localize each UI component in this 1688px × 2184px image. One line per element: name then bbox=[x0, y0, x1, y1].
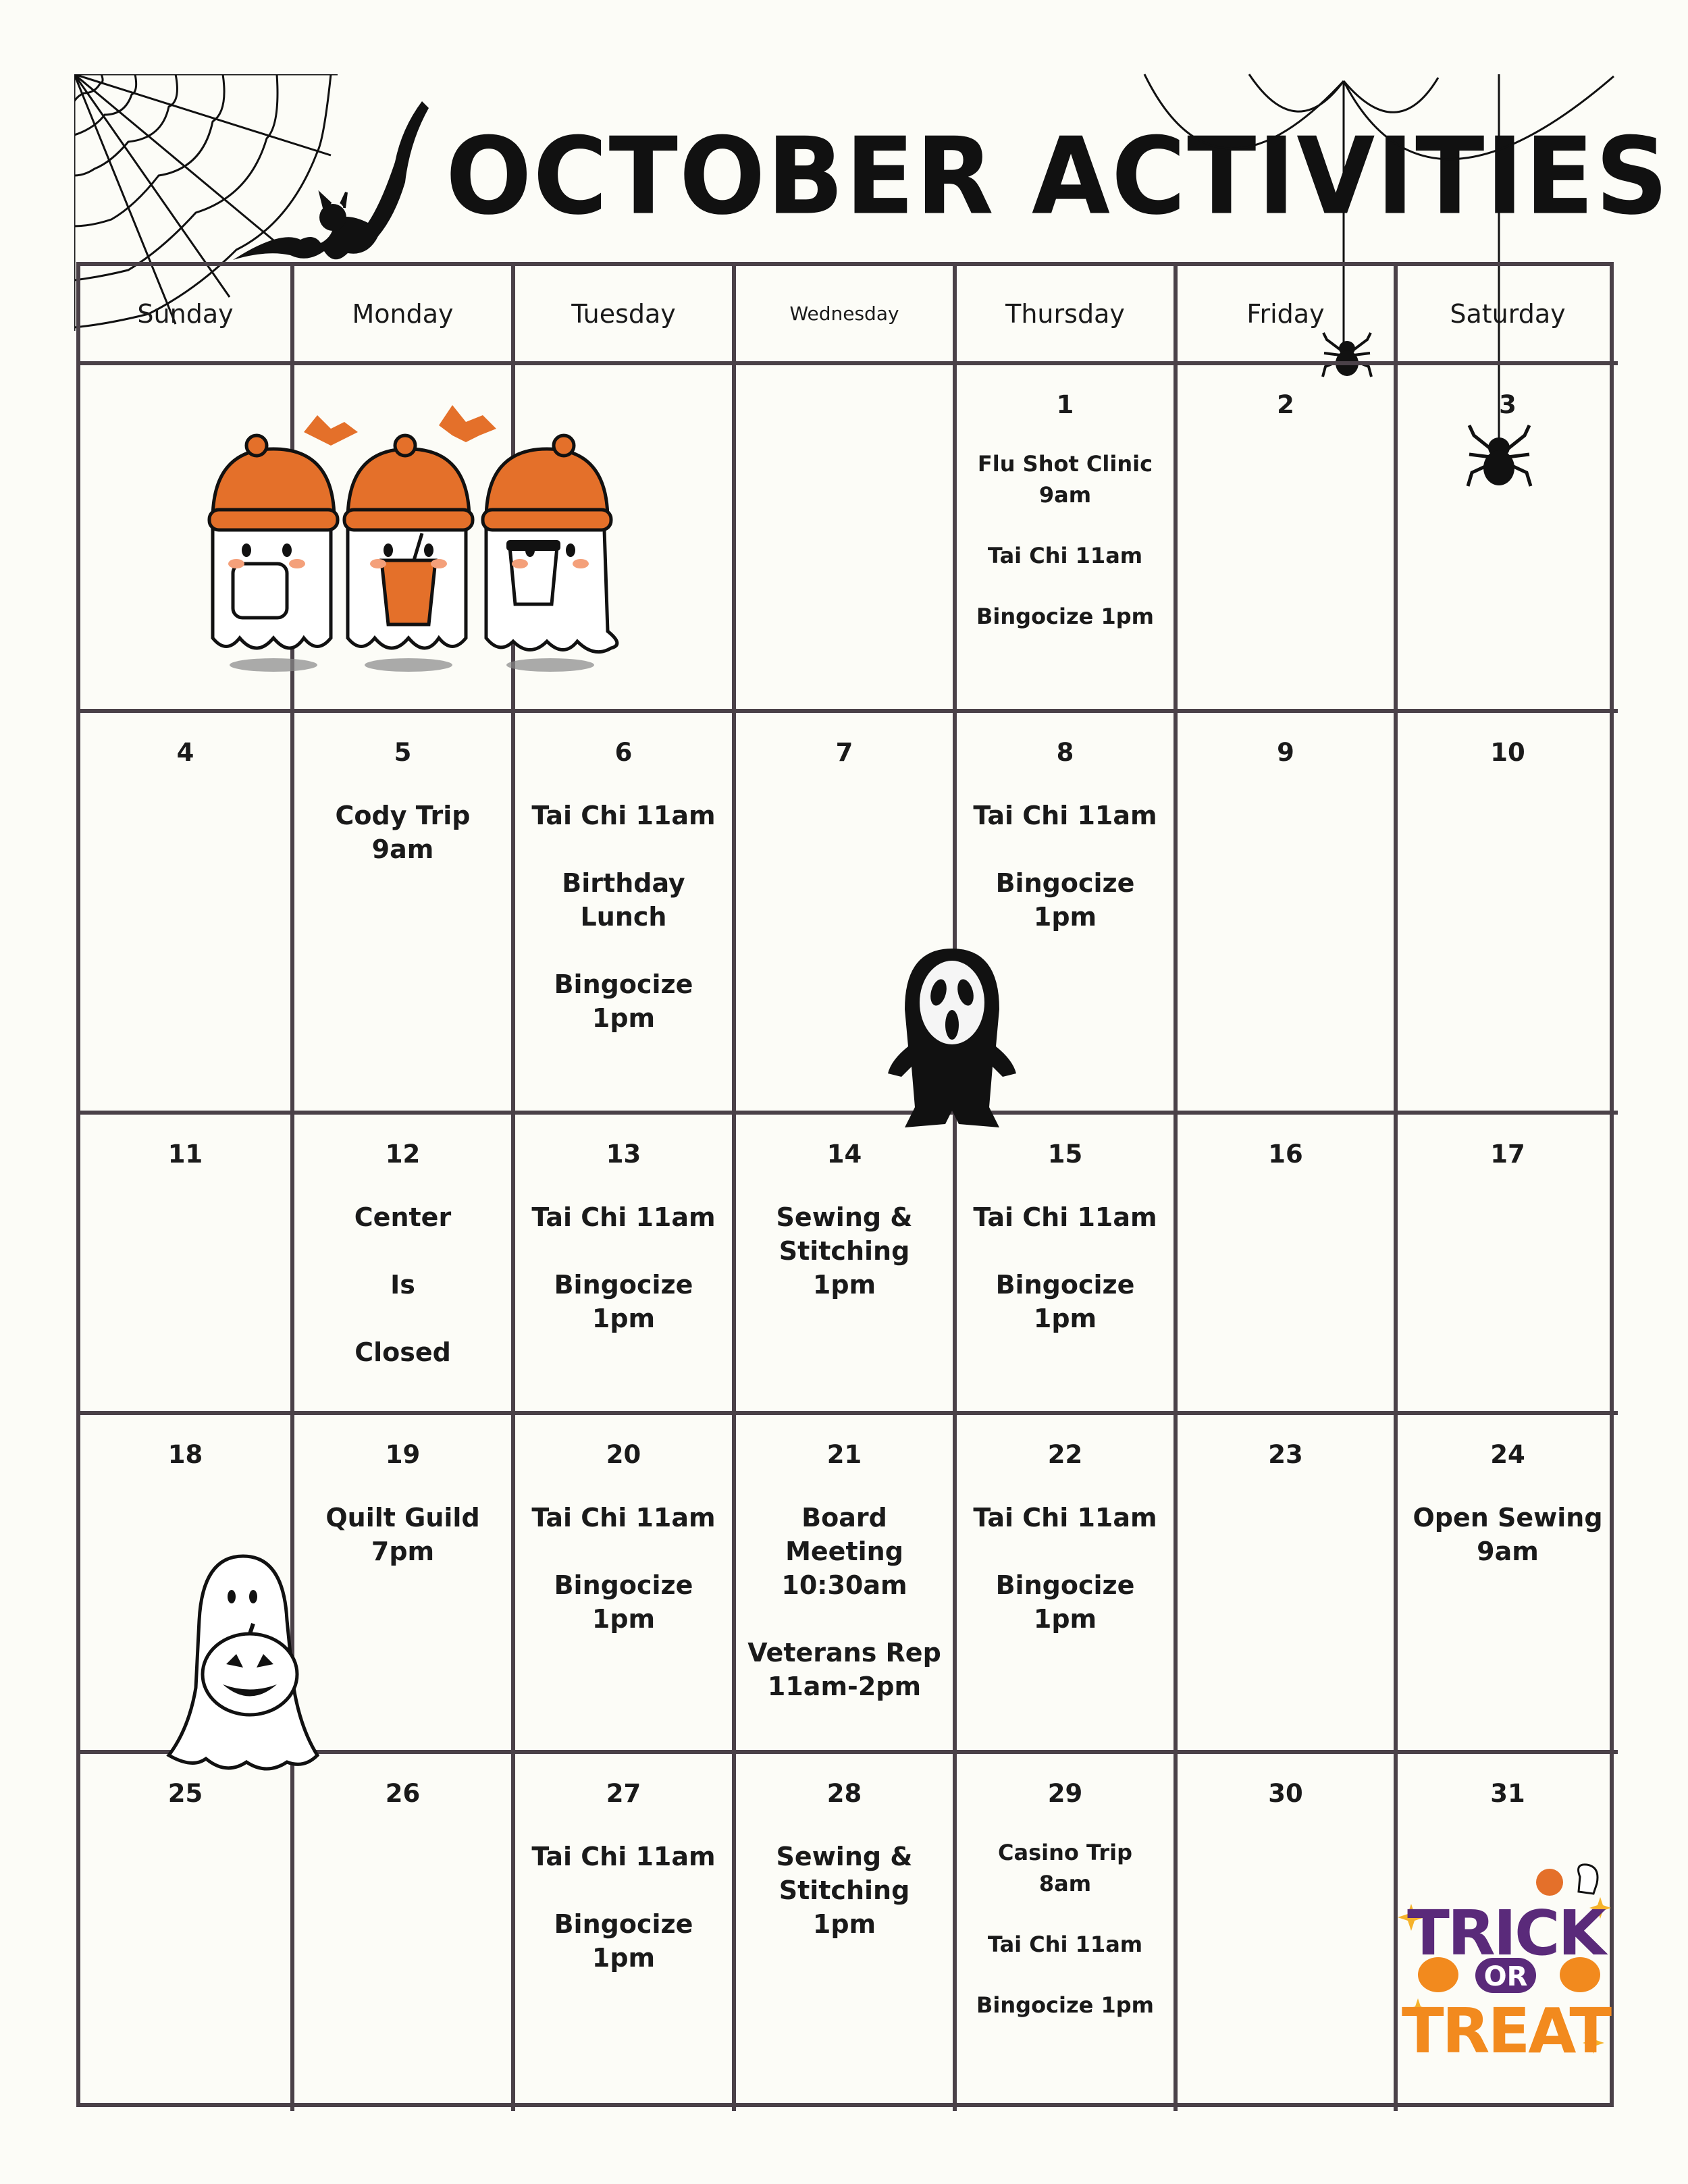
event-text: Closed bbox=[354, 1337, 451, 1367]
ghost-with-pumpkin-icon bbox=[165, 1553, 327, 1779]
event-text: Bingocize 1pm bbox=[554, 1270, 693, 1333]
page-title: OCTOBER ACTIVITIES bbox=[446, 115, 1670, 239]
event-text: Bingocize 1pm bbox=[995, 868, 1135, 932]
calendar-day-cell bbox=[736, 1415, 957, 1754]
event-text: Tai Chi 11am bbox=[531, 1503, 716, 1533]
date-number: 2 bbox=[1277, 390, 1294, 419]
date-number: 6 bbox=[614, 738, 633, 767]
event-text: Flu Shot Clinic 9am bbox=[977, 451, 1153, 508]
date-number: 30 bbox=[1268, 1779, 1303, 1808]
event-text: Board Meeting 10:30am bbox=[781, 1503, 907, 1600]
date-number: 16 bbox=[1268, 1140, 1303, 1169]
day-header-sunday: Sunday bbox=[80, 266, 294, 365]
date-number: 18 bbox=[167, 1440, 203, 1469]
date-number: 5 bbox=[394, 738, 412, 767]
event-text: Tai Chi 11am bbox=[531, 1842, 716, 1871]
ghosts-with-beanies-icon bbox=[199, 402, 631, 678]
date-number: 31 bbox=[1490, 1779, 1525, 1808]
date-number: 17 bbox=[1490, 1140, 1525, 1169]
date-number: 23 bbox=[1268, 1440, 1303, 1469]
event-text: Center bbox=[354, 1202, 452, 1232]
event-text: Bingocize 1pm bbox=[554, 969, 693, 1033]
date-number: 8 bbox=[1056, 738, 1074, 767]
event-text: Bingocize 1pm bbox=[554, 1909, 693, 1973]
calendar-day-cell bbox=[957, 1754, 1178, 2111]
calendar-day-cell bbox=[957, 1115, 1178, 1415]
or-label: OR bbox=[1483, 1961, 1528, 1992]
calendar-day-cell bbox=[1178, 713, 1398, 1115]
event-text: Sewing & Stitching 1pm bbox=[776, 1842, 913, 1939]
date-number: 21 bbox=[826, 1440, 862, 1469]
date-number: 3 bbox=[1499, 390, 1516, 419]
date-number: 14 bbox=[826, 1140, 862, 1169]
day-header-saturday: Saturday bbox=[1398, 266, 1618, 365]
date-number: 4 bbox=[176, 738, 194, 767]
event-text: Bingocize 1pm bbox=[976, 1992, 1154, 2018]
date-number: 25 bbox=[167, 1779, 203, 1808]
calendar-day-cell bbox=[736, 1754, 957, 2111]
calendar-day-cell bbox=[736, 1115, 957, 1415]
calendar-day-cell bbox=[736, 365, 957, 713]
calendar-day-cell bbox=[1398, 1115, 1618, 1415]
calendar-day-cell bbox=[515, 713, 736, 1115]
calendar-day-cell bbox=[80, 1754, 294, 2111]
event-text: Tai Chi 11am bbox=[973, 1503, 1157, 1533]
bat-icon bbox=[233, 101, 429, 267]
event-text: Sewing & Stitching 1pm bbox=[776, 1202, 913, 1300]
date-number: 10 bbox=[1490, 738, 1525, 767]
calendar-day-cell bbox=[294, 1754, 515, 2111]
date-number: 24 bbox=[1490, 1440, 1525, 1469]
calendar-day-cell bbox=[294, 1115, 515, 1415]
event-text: Is bbox=[390, 1270, 415, 1300]
calendar-day-cell bbox=[1178, 365, 1398, 713]
date-number: 26 bbox=[385, 1779, 421, 1808]
event-text: Quilt Guild 7pm bbox=[325, 1503, 480, 1566]
event-text: Cody Trip 9am bbox=[335, 801, 471, 864]
calendar-day-cell bbox=[294, 1415, 515, 1754]
calendar-day-cell bbox=[1398, 1415, 1618, 1754]
event-text: Tai Chi 11am bbox=[987, 1932, 1143, 1957]
event-text: Casino Trip 8am bbox=[998, 1840, 1132, 1896]
date-number: 1 bbox=[1056, 390, 1074, 419]
event-text: Tai Chi 11am bbox=[987, 543, 1143, 568]
ghostface-icon bbox=[885, 945, 1020, 1131]
calendar-day-cell bbox=[80, 1115, 294, 1415]
event-text: Tai Chi 11am bbox=[973, 1202, 1157, 1232]
date-number: 15 bbox=[1047, 1140, 1083, 1169]
event-text: Veterans Rep 11am-2pm bbox=[747, 1638, 941, 1701]
calendar-day-cell bbox=[80, 713, 294, 1115]
day-header-tuesday: Tuesday bbox=[515, 266, 736, 365]
trick-or-treat-badge-icon bbox=[1398, 1863, 1614, 2086]
calendar-day-cell bbox=[1178, 1115, 1398, 1415]
event-text: Birthday Lunch bbox=[562, 868, 685, 932]
event-text: Bingocize 1pm bbox=[995, 1570, 1135, 1634]
date-number: 7 bbox=[835, 738, 853, 767]
event-text: Open Sewing 9am bbox=[1413, 1503, 1603, 1566]
calendar-day-cell bbox=[515, 1754, 736, 2111]
date-number: 11 bbox=[167, 1140, 203, 1169]
calendar-day-cell bbox=[515, 1415, 736, 1754]
date-number: 9 bbox=[1277, 738, 1294, 767]
event-text: Bingocize 1pm bbox=[554, 1570, 693, 1634]
calendar-day-cell bbox=[957, 365, 1178, 713]
day-header-monday: Monday bbox=[294, 266, 515, 365]
date-number: 13 bbox=[606, 1140, 641, 1169]
date-number: 22 bbox=[1047, 1440, 1083, 1469]
date-number: 12 bbox=[385, 1140, 421, 1169]
date-number: 19 bbox=[385, 1440, 421, 1469]
date-number: 27 bbox=[606, 1779, 641, 1808]
event-text: Bingocize 1pm bbox=[976, 604, 1154, 629]
date-number: 20 bbox=[606, 1440, 641, 1469]
calendar-day-cell bbox=[1398, 365, 1618, 713]
day-header-thursday: Thursday bbox=[957, 266, 1178, 365]
calendar-day-cell bbox=[957, 1415, 1178, 1754]
event-text: Bingocize 1pm bbox=[995, 1270, 1135, 1333]
date-number: 28 bbox=[826, 1779, 862, 1808]
calendar-day-cell bbox=[515, 1115, 736, 1415]
day-header-wednesday: Wednesday bbox=[736, 266, 957, 365]
day-header-friday: Friday bbox=[1178, 266, 1398, 365]
trick-label: TRICK bbox=[1407, 1897, 1604, 1969]
calendar-day-cell bbox=[1398, 713, 1618, 1115]
calendar-day-cell bbox=[1178, 1754, 1398, 2111]
calendar-day-cell bbox=[294, 713, 515, 1115]
calendar-day-cell bbox=[1178, 1415, 1398, 1754]
event-text: Tai Chi 11am bbox=[531, 801, 716, 830]
date-number: 29 bbox=[1047, 1779, 1083, 1808]
treat-label: TREAT bbox=[1401, 1995, 1610, 2067]
event-text: Tai Chi 11am bbox=[973, 801, 1157, 830]
event-text: Tai Chi 11am bbox=[531, 1202, 716, 1232]
